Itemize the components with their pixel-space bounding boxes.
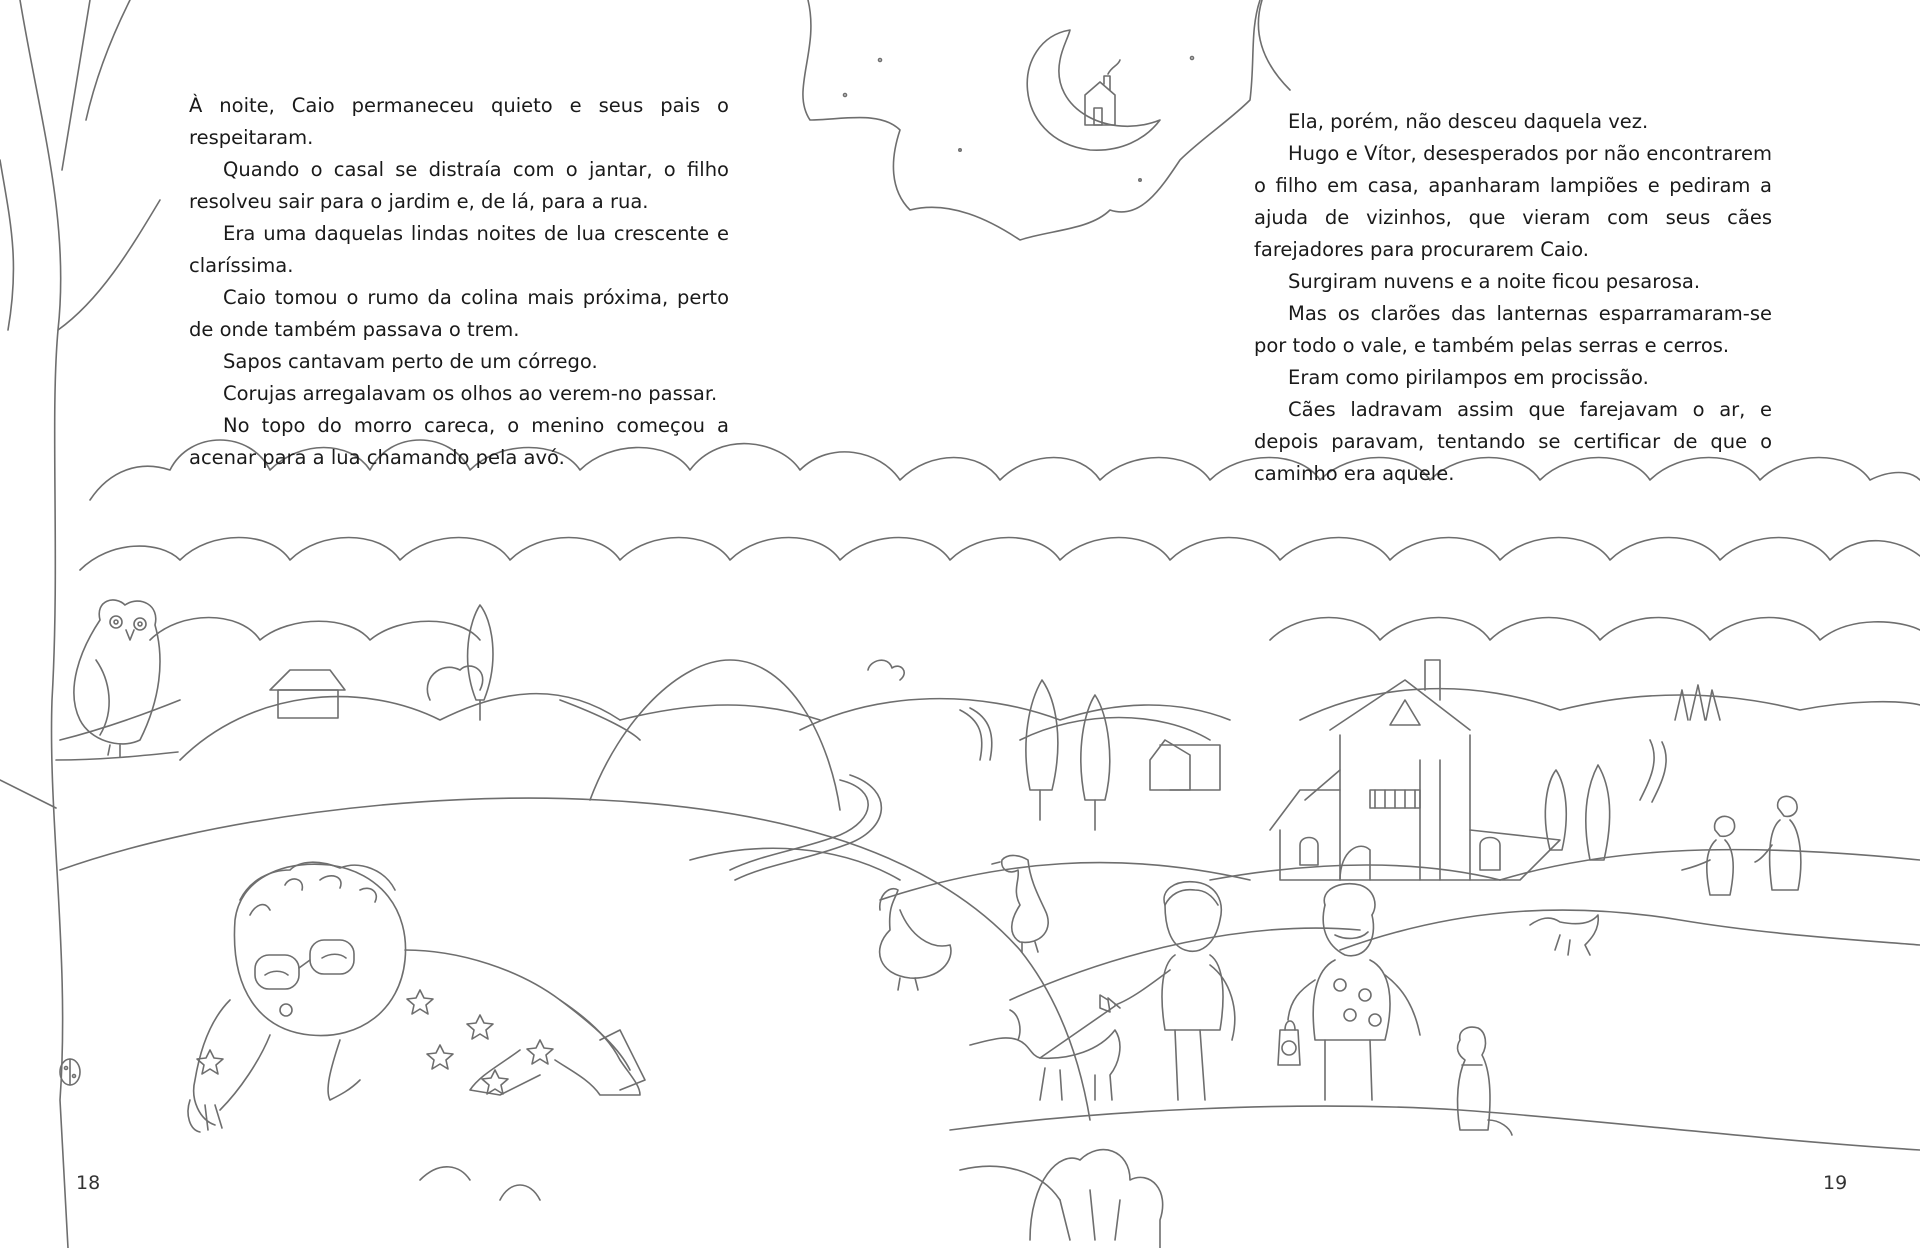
tree-icon [0, 0, 180, 1248]
foreground-hills [60, 798, 1920, 1200]
sleeping-boy-icon [188, 862, 645, 1132]
tree-icon [427, 605, 1720, 860]
goose-icon [880, 855, 1049, 990]
page-number-right: 19 [1823, 1172, 1848, 1194]
moon-cloud [803, 0, 1260, 240]
dog-icon [970, 1006, 1120, 1100]
star-dots [844, 57, 1194, 182]
star-pattern [197, 990, 553, 1094]
paragraph: Surgiram nuvens e a noite ficou pesarosa. [1288, 270, 1701, 293]
paragraph: Quando o casal se distraía com o jantar, o filho resolveu sair para o jardim e, de lá, para a rua. [189, 158, 729, 213]
paragraph: No topo do morro careca, o menino começou a acenar para a lua chamando pela avó. [189, 414, 729, 469]
paragraph: Eram como pirilampos em procissão. [1288, 366, 1649, 389]
paragraph: Era uma daquelas lindas noites de lua crescente e claríssima. [189, 222, 729, 277]
paragraph: Mas os clarões das lanternas esparramaram-se por todo o vale, e também pelas serras e cerros. [1254, 302, 1772, 357]
right-page-text [1254, 106, 1772, 490]
paragraph: Ela, porém, não desceu daquela vez. [1288, 110, 1649, 133]
man-with-flashlight-icon [1100, 882, 1235, 1100]
bald-hill [590, 660, 840, 810]
right-cloud [1258, 0, 1290, 90]
paragraph: À noite, Caio permaneceu quieto e seus pais o respeitaram. [189, 94, 729, 149]
paragraph: Hugo e Vítor, desesperados por não encontrarem o filho em casa, apanharam lampiões e pediram a ajuda de vizinhos, que vieram com seus cães farejadores para procurarem Caio. [1254, 142, 1772, 261]
distant-hills [180, 689, 1920, 760]
house-icon [1270, 660, 1560, 880]
paragraph: Sapos cantavam perto de um córrego. [223, 350, 598, 373]
house-icon [270, 670, 1220, 790]
paragraph: Cães ladravam assim que farejavam o ar, e depois paravam, tentando se certificar de que o caminho era aquele. [1254, 398, 1772, 485]
crescent-moon-with-house-icon [1027, 30, 1160, 150]
paragraph: Caio tomou o rumo da colina mais próxima, perto de onde também passava o trem. [189, 286, 729, 341]
paragraph: Corujas arregalavam os olhos ao verem-no passar. [223, 382, 718, 405]
dog-icon [1458, 1027, 1512, 1135]
man-with-lantern-icon [1278, 884, 1420, 1100]
dog-icon [1530, 915, 1598, 955]
ladybug-icon [60, 1059, 80, 1085]
left-page-text [189, 90, 729, 474]
bushes [420, 1150, 1163, 1248]
cloud-band [80, 538, 1920, 571]
page-number-left: 18 [76, 1172, 101, 1194]
cloud-band [150, 618, 1920, 641]
distant-people [1682, 796, 1801, 895]
